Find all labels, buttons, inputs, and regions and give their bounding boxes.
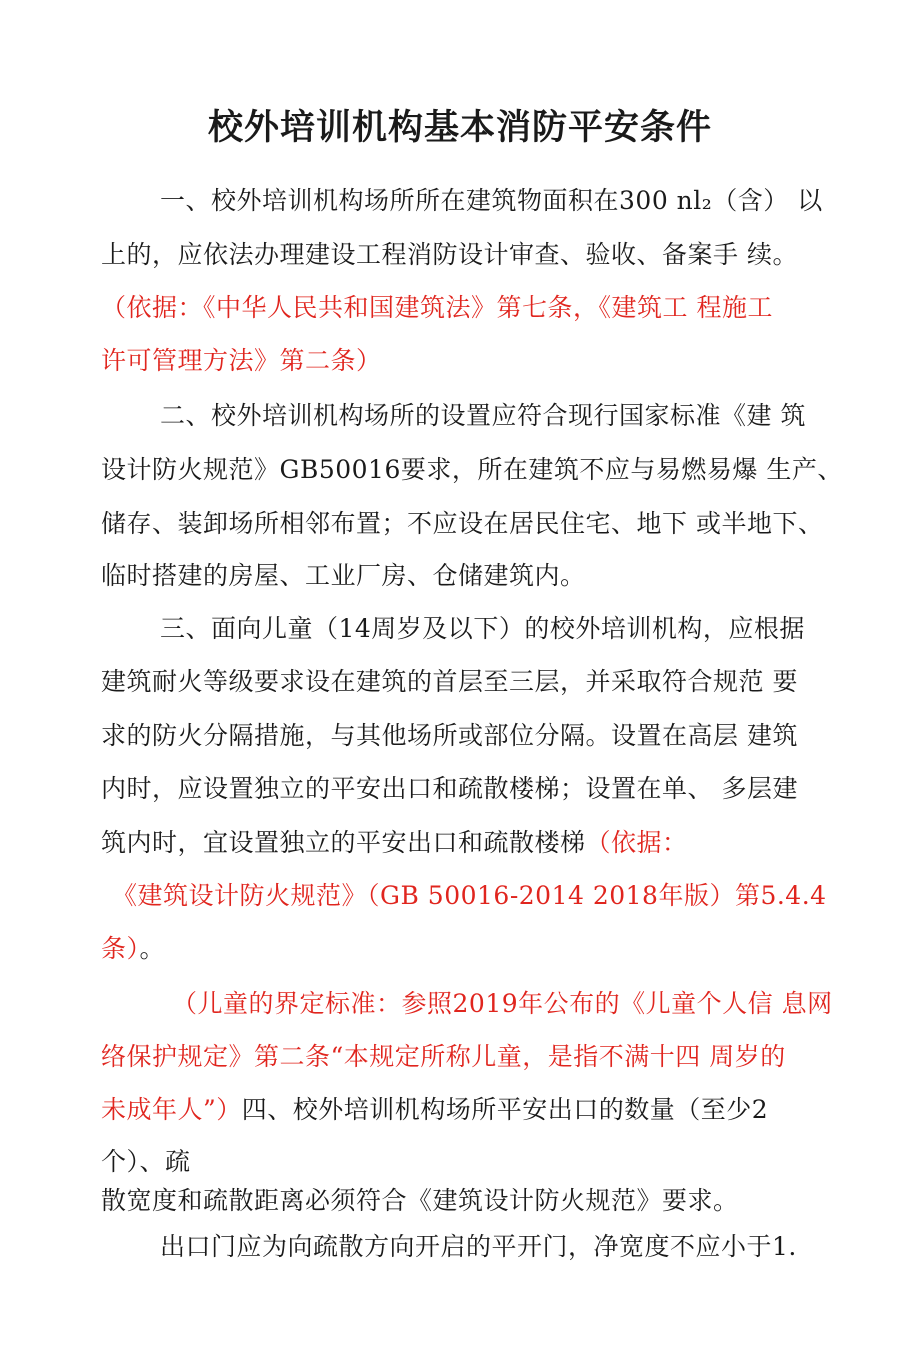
paragraph-line	[160, 183, 823, 219]
body-text: 求的防火分隔措施，与其他场所或部位分隔。设置在高层 建筑	[101, 721, 798, 750]
body-text: 建筑耐火等级要求设在建筑的首层至三层，并采取符合规范 要	[101, 667, 798, 696]
body-text: 三、面向儿童（14周岁及以下）的校外培训机构，应根据	[160, 614, 805, 643]
paragraph-line	[101, 343, 382, 379]
paragraph-line	[101, 1039, 786, 1075]
paragraph-line	[101, 825, 688, 861]
body-text: 上的，应依法办理建设工程消防设计审查、验收、备案手 续。	[101, 240, 798, 269]
body-text: 内时，应设置独立的平安出口和疏散楼梯；设置在单、 多层建	[101, 774, 798, 803]
body-text: 筑内时，宜设置独立的平安出口和疏散楼梯	[101, 828, 586, 857]
paragraph-line	[101, 718, 798, 754]
body-text: 出口门应为向疏散方向开启的平开门，净宽度不应小于1.	[160, 1232, 797, 1261]
body-text: 。	[139, 934, 166, 963]
body-text: 个）、疏	[101, 1147, 191, 1176]
body-text: 储存、装卸场所相邻布置；不应设在居民住宅、地下 或半地下、	[101, 509, 824, 538]
citation-text: （依据：	[585, 828, 688, 857]
paragraph-line	[101, 664, 798, 700]
paragraph-line	[172, 986, 833, 1022]
note-text: 未成年人”）	[101, 1095, 242, 1124]
paragraph-line	[101, 1183, 739, 1219]
citation-text: 条）	[101, 934, 140, 963]
citation-text: 《建筑设计防火规范》（GB 50016-2014 2018年版）第5.4.4	[112, 881, 827, 910]
body-text: 散宽度和疏散距离必须符合《建筑设计防火规范》要求。	[101, 1186, 739, 1215]
paragraph-line	[160, 398, 806, 434]
paragraph-line	[101, 558, 586, 594]
paragraph-line	[101, 237, 798, 273]
paragraph-line	[112, 878, 827, 914]
body-text: 四、校外培训机构场所平安出口的数量（至少2	[241, 1095, 769, 1124]
note-text: （儿童的界定标准：参照2019年公布的《儿童个人信 息网	[172, 989, 833, 1018]
document-title: 校外培训机构基本消防平安条件	[207, 107, 712, 148]
paragraph-line	[101, 506, 823, 542]
body-text: 一、校外培训机构场所所在建筑物面积在300 nl₂（含） 以	[160, 186, 823, 215]
citation-text: （依据：《中华人民共和国建筑法》第七条，《建筑工 程施工	[101, 293, 773, 322]
paragraph-line	[160, 611, 805, 647]
paragraph-line	[101, 1144, 191, 1180]
paragraph-line	[101, 290, 773, 326]
paragraph-line	[101, 1092, 768, 1128]
paragraph-line	[101, 931, 165, 967]
paragraph-line	[101, 771, 798, 807]
paragraph-line	[101, 452, 843, 488]
body-text: 临时搭建的房屋、工业厂房、仓储建筑内。	[101, 561, 586, 590]
body-text: 二、校外培训机构场所的设置应符合现行国家标准《建 筑	[160, 401, 806, 430]
note-text: 络保护规定》第二条“本规定所称儿童，是指不满十四 周岁的	[101, 1042, 786, 1071]
paragraph-line	[160, 1229, 797, 1265]
citation-text: 许可管理方法》第二条）	[101, 346, 382, 375]
body-text: 设计防火规范》GB50016要求，所在建筑不应与易燃易爆 生产、	[101, 455, 843, 484]
